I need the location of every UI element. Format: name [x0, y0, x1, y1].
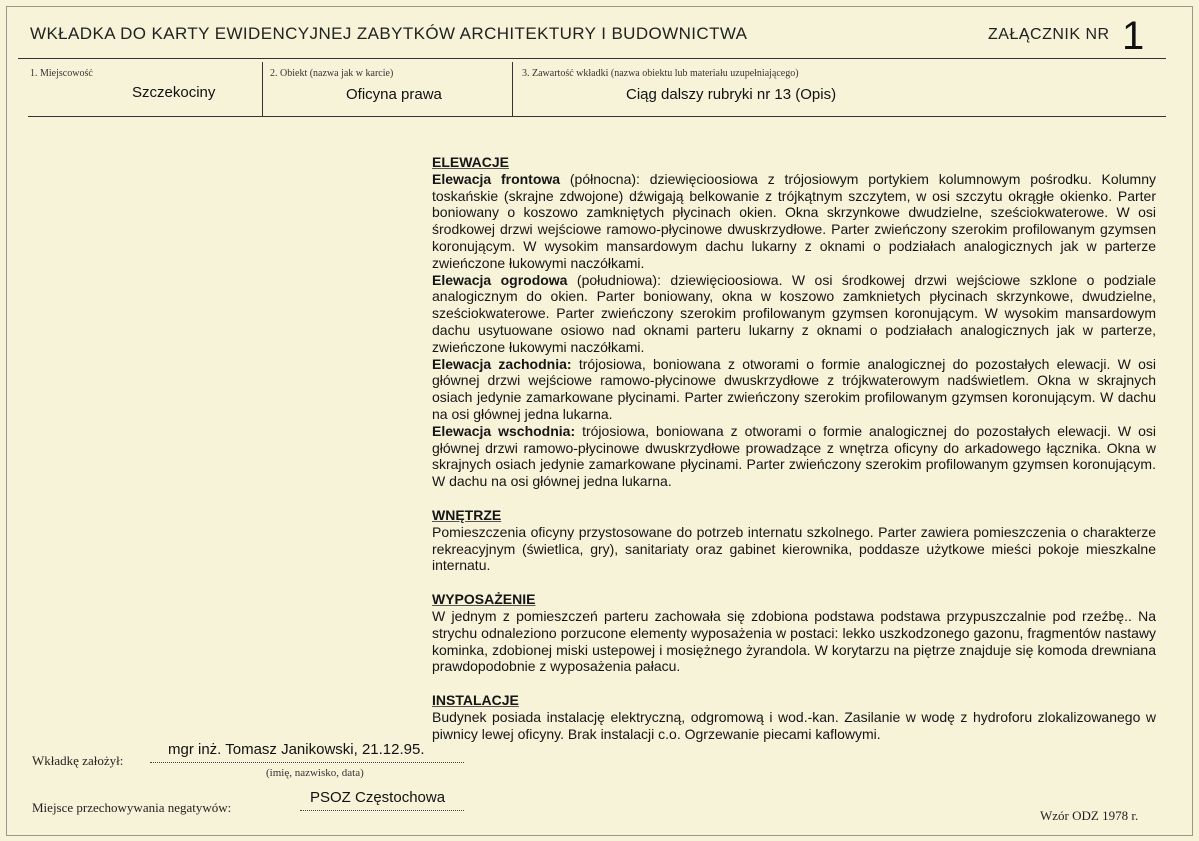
author-label: Wkładkę założył:	[32, 753, 124, 768]
field-label-contents: 3. Zawartość wkładki (nazwa obiektu lub materiału uzupełniającego)	[522, 68, 799, 79]
section-elewacje	[432, 154, 1156, 490]
storage-label: Miejsce przechowywania negatywów:	[32, 800, 232, 815]
subheading-frontowa: Elewacja frontowa	[432, 170, 561, 187]
storage-value: PSOZ Częstochowa	[310, 789, 446, 806]
annex-number: 1	[1122, 14, 1145, 58]
text-zachodnia: trójosiowa, boniowana z otworami o formie analogicznej do pozostałych elewacji. W osi głównej drzwi wejściowe ramowo-płycinowe dwuskrzydłowe z trójkwaterowym nadświetlem. Okna w skrajnych osiach jedynie zamarkowane płycinami. Parter zwieńczony szerokim profilowanym gzymsen koronującym. W dachu na osi głównej jedna lukarna.	[432, 355, 1156, 422]
description-content	[432, 154, 1156, 760]
paragraph-wschodnia	[432, 423, 1156, 490]
annex-label: ZAŁĄCZNIK NR	[988, 26, 1110, 43]
heading-instalacje: INSTALACJE	[432, 692, 519, 709]
subheading-ogrodowa: Elewacja ogrodowa	[432, 271, 568, 288]
field-divider-2	[512, 62, 513, 116]
header-rule	[18, 58, 1166, 59]
paragraph-ogrodowa	[432, 272, 1156, 356]
section-instalacje	[432, 692, 1156, 742]
storage-dotted-line	[300, 810, 464, 811]
text-instalacje: Budynek posiada instalację elektryczną, odgromową i wod.-kan. Zasilanie w wodę z hydroforu zlokalizowanego w piwnicy lewej oficyny. Brak instalacji c.o. Ogrzewanie piecami kaflowymi.	[432, 708, 1156, 742]
field-label-locality: 1. Miejscowość	[30, 68, 93, 79]
heading-elewacje: ELEWACJE	[432, 154, 510, 170]
field-value-locality: Szczekociny	[132, 84, 216, 101]
field-label-object: 2. Obiekt (nazwa jak w karcie)	[270, 68, 394, 79]
section-wnetrze	[432, 507, 1156, 574]
author-dotted-line	[150, 762, 464, 763]
field-value-object: Oficyna prawa	[346, 86, 442, 103]
author-hint: (imię, nazwisko, data)	[266, 767, 364, 779]
subheading-wschodnia: Elewacja wschodnia:	[432, 422, 576, 439]
section-wyposazenie	[432, 591, 1156, 675]
template-reference: Wzór ODZ 1978 r.	[1040, 808, 1139, 823]
paragraph-zachodnia	[432, 356, 1156, 423]
author-value: mgr inż. Tomasz Janikowski, 21.12.95.	[168, 741, 425, 758]
heading-wyposazenie: WYPOSAŻENIE	[432, 591, 536, 608]
field-divider-1	[262, 62, 263, 116]
text-ogrodowa: (południowa): dziewięcioosiowa. W osi środkowej drzwi wejściowe szklone o podziale analogicznym do okien. Parter boniowany, okna w koszowo zamknietych płycinach skrzynkowe, dwudzielne, sześciokwaterowe. Parter zwieńczony szerokim profilowanym gzymsen koronującym. W wysokim mansardowym dachu usytuowane osiowo nad oknami parteru lukarny z oknami o podziałach analogicznych jak w parterze, zwieńczone łukowymi naczółkami.	[432, 271, 1156, 355]
field-value-contents: Ciąg dalszy rubryki nr 13 (Opis)	[626, 86, 837, 103]
text-wyposazenie: W jednym z pomieszczeń parteru zachowała się zdobiona podstawa podstawa przypuszczalnie pod rzeźbę.. Na strychu odnaleziono porzucone elementy wyposażenia w postaci: lekko uszkodzonego gazonu, fragmentów nastawy kominka, zdobionej miski ustepowej i mosiężnego żyrandola. W korytarzu na piętrze znajduje się komoda drewniana prawdopodobnie z wyposażenia pałacu.	[432, 607, 1156, 675]
fields-rule	[28, 116, 1166, 117]
paragraph-frontowa	[432, 171, 1156, 272]
subheading-zachodnia: Elewacja zachodnia:	[432, 355, 572, 372]
heading-wnetrze: WNĘTRZE	[432, 506, 502, 523]
text-frontowa: (północna): dziewięcioosiowa z trójosiowym portykiem kolumnowym pośrodku. Kolumny toskańskie (skrajne zdwojone) dźwigają belkowanie z trójkątnym szczytem, w osi szczytu okrągłe okienko. Parter boniowany o koszowo zamkniętych płycinach okien. Okna skrzynkowe dwudzielne, sześciokwaterowe. W osi środkowej drzwi wejściowe ramowo-płycinowe dwuskrzydłowe. Parter zwieńczony szerokim profilowanym gzymsen koronującym. W wysokim mansardowym dachu lukarny z oknami o podziałach analogicznych jak w parterze zwieńczone łukowymi naczółkami.	[432, 170, 1156, 271]
form-title: WKŁADKA DO KARTY EWIDENCYJNEJ ZABYTKÓW ARCHITEKTURY I BUDOWNICTWA	[30, 24, 748, 43]
text-wschodnia: trójosiowa, boniowana z otworami o formie analogicznej do pozostałych elewacji. W osi głównej drzwi ramowo-płycinowe dwuskrzydłowe prowadzące z wnętrza oficyny do arkadowego łącznika. Okna w skrajnych osiach jedynie zamarkowane płycinami. Parter zwieńczony szerokim profilowanym gzymsen koronującym. W dachu na osi głównej jedna lukarna.	[432, 422, 1156, 490]
text-wnetrze: Pomieszczenia oficyny przystosowane do potrzeb internatu szkolnego. Parter zawiera pomieszczenia o charakterze rekreacyjnym (świetlica, gry), sanitariaty oraz gabinet kierownika, poddasze użytkowe mieści pokoje mieszkalne internatu.	[432, 523, 1156, 574]
